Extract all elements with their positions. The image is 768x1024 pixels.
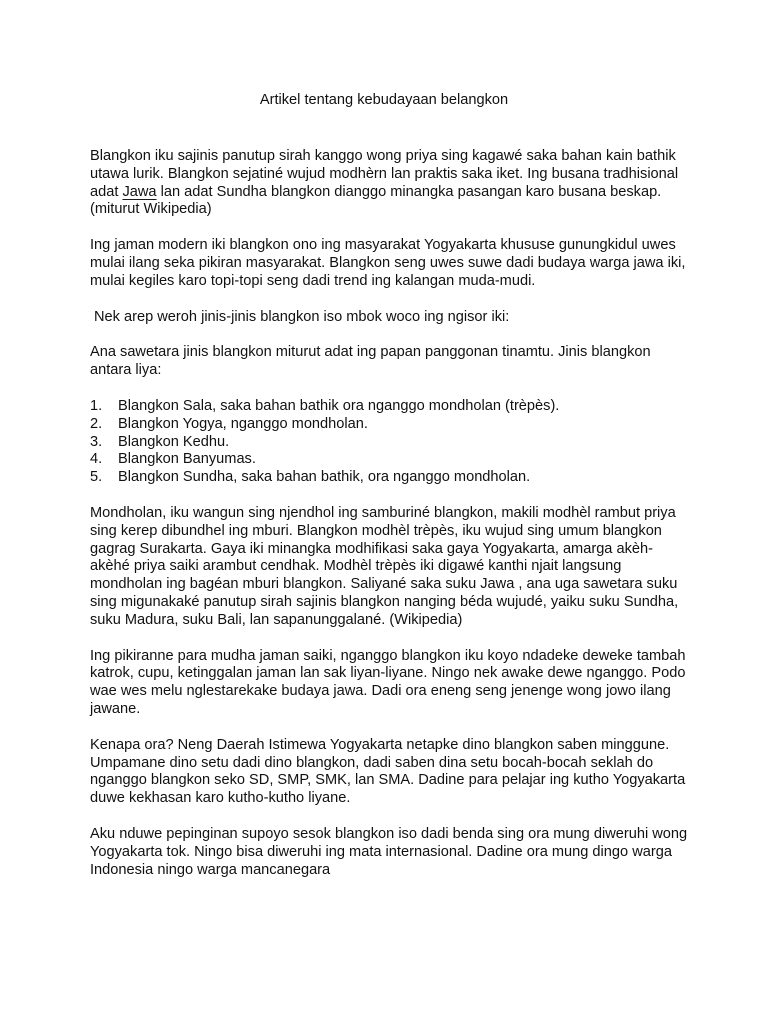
paragraph-blangkon-day: Kenapa ora? Neng Daerah Istimewa Yogyakarta netapke dino blangkon saben minggune. Umpamane dino setu dadi dino blangkon, dadi saben dina setu bocah-bocah seklah do nganggo blangkon seko SD, SMP, SMK, lan SMA. Dadine para pelajar ing kutho Yogyakarta duwe kekhasan karo kutho-kutho liyane. [90, 736, 686, 807]
list-item [90, 451, 690, 469]
list-item-text: Blangkon Sundha, saka bahan bathik, ora nganggo mondholan. [118, 469, 531, 486]
paragraph-mondholan: Mondholan, iku wangun sing njendhol ing samburiné blangkon, makili modhèl rambut priya sing kerep dibundhel ing mburi. Blangkon modhèl trèpès, iku wujud sing umum blangkon gagrag Surakarta. Gaya iki minangka modhifikasi saka gaya Yogyakarta, amarga akèh-akèhé priya saiki arambut cendhak. Modhèl trèpès iki digawé kanthi njait langsung mondholan ing bagéan mburi blangkon. Saliyané saka suku Jawa , ana uga sawetara suku sing migunakaké panutup sirah sajinis blangkon nanging béda wujudé, yaiku suku Sundha, suku Madura, suku Bali, lan sapanunggalané. (Wikipedia) [90, 504, 679, 628]
blangkon-types-list [90, 398, 690, 487]
paragraph-hope: Aku nduwe pepinginan supoyo sesok blangkon iso dadi benda sing ora mung diweruhi wong Yogyakarta tok. Ningo bisa diweruhi ing mata internasional. Dadine ora mung dingo warga Indonesia ningo warga mancanegara [90, 825, 688, 878]
paragraph-types-intro: Ana sawetara jinis blangkon miturut adat ing papan panggonan tinamtu. Jinis blangkon antara liya: [90, 344, 651, 379]
list-item [90, 398, 690, 416]
paragraph-youth-perception: Ing pikiranne para mudha jaman saiki, nganggo blangkon iku koyo ndadeke deweke tambah katrok, cupu, ketinggalan jaman lan sak liyan-liyane. Ningo nek awake dewe nganggo. Podo wae wes melu nglestarekake budaya jawa. Dadi ora eneng seng jenenge wong jowo ilang jawane. [90, 647, 686, 717]
list-item-number: 5. [90, 469, 103, 486]
paragraph-intro-text-start: Blangkon iku sajinis panutup sirah kanggo wong priya sing kagawé saka bahan kain bathik utawa lurik. Blangkon sejatiné wujud modhèrn lan praktis saka iket. Ing busana tradhisional adat [90, 148, 679, 200]
paragraph-modern-era: Ing jaman modern iki blangkon ono ing masyarakat Yogyakarta khususe gunungkidul uwes mulai ilang seka pikiran masyarakat. Blangkon seng uwes suwe dadi budaya warga jawa iki, mulai kegiles karo topi-topi seng dadi trend ing kalangan muda-mudi. [90, 237, 686, 289]
list-item-text: Blangkon Kedhu. [118, 433, 230, 450]
jawa-link[interactable]: Jawa [122, 183, 157, 200]
paragraph-intro [90, 148, 690, 219]
list-item-number: 2. [90, 415, 103, 432]
paragraph-list-intro: Nek arep weroh jinis-jinis blangkon iso mbok woco ing ngisor iki: [94, 308, 510, 325]
list-item-number: 4. [90, 451, 103, 468]
paragraph-intro-text-end: lan adat Sundha blangkon dianggo minangka pasangan karo busana beskap. (miturut Wikipedia) [90, 183, 662, 218]
list-item [90, 434, 690, 452]
list-item-number: 1. [90, 397, 103, 414]
list-item [90, 416, 690, 434]
document-body [90, 148, 690, 897]
list-item [90, 469, 690, 487]
list-item-text: Blangkon Yogya, nganggo mondholan. [118, 415, 368, 432]
list-item-text: Blangkon Banyumas. [118, 451, 256, 468]
list-item-number: 3. [90, 433, 103, 450]
list-item-text: Blangkon Sala, saka bahan bathik ora nganggo mondholan (trèpès). [118, 397, 560, 414]
document-title: Artikel tentang kebudayaan belangkon [259, 92, 509, 108]
